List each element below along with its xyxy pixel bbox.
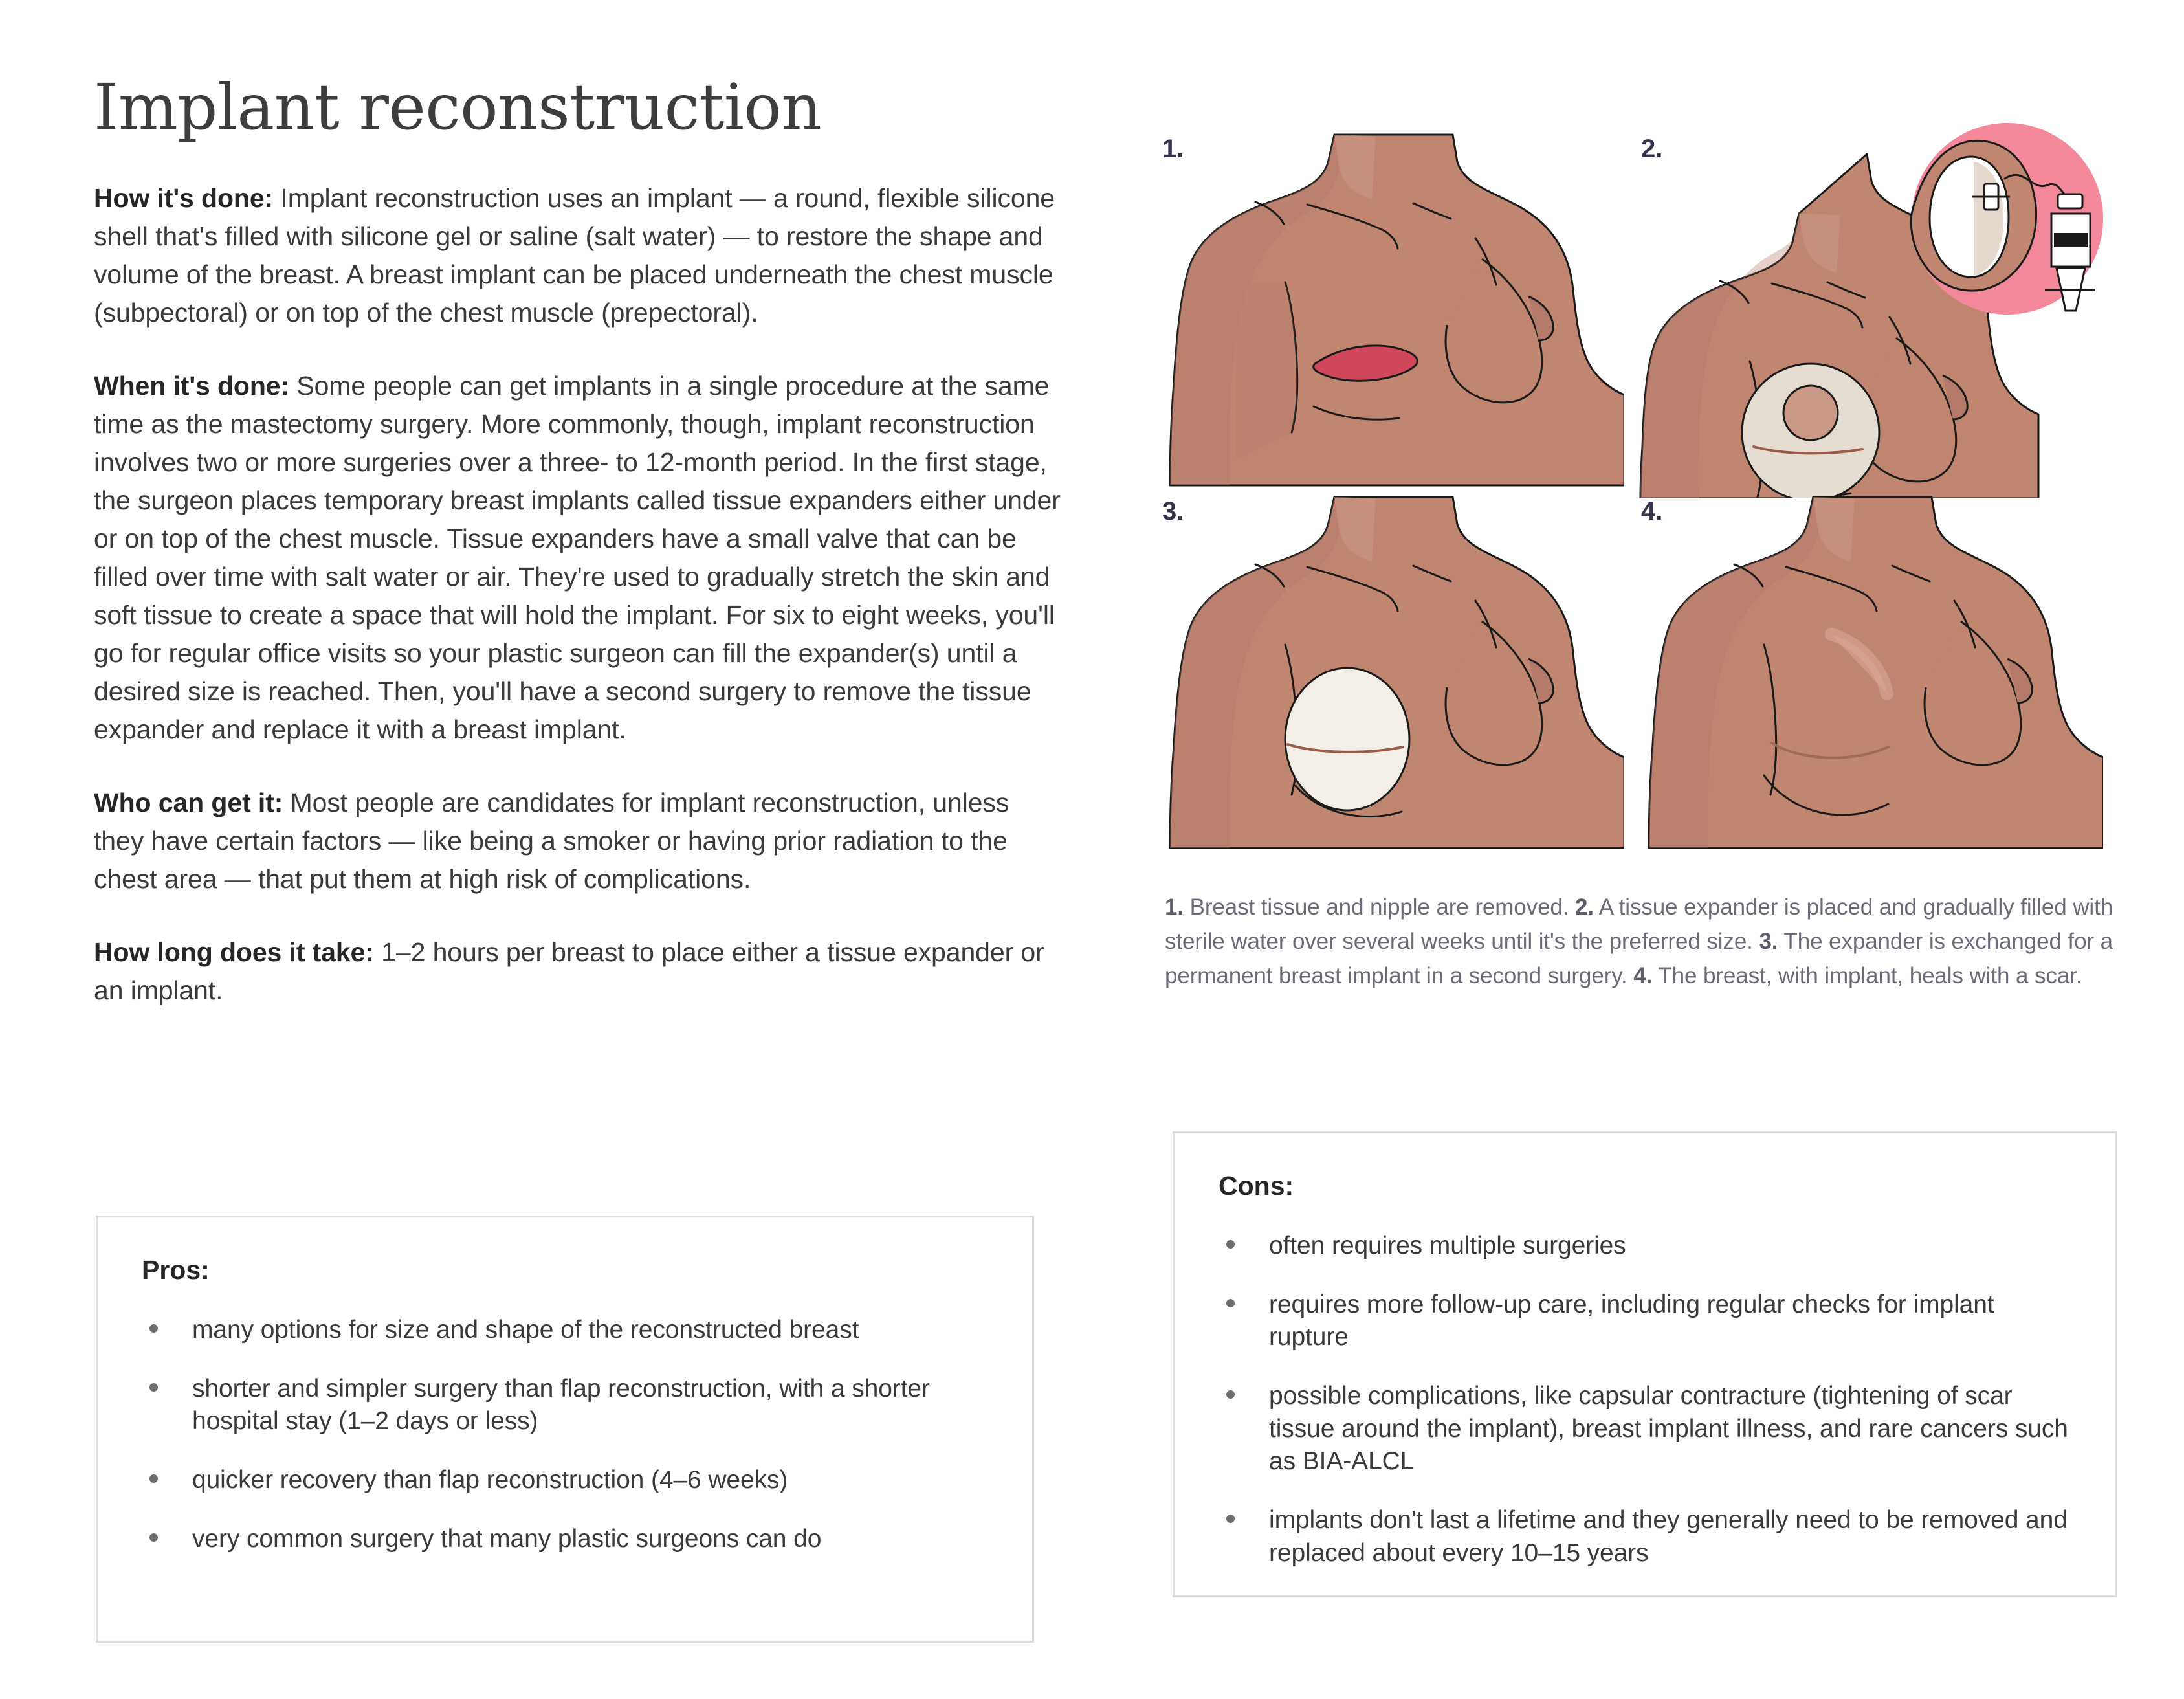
list-item <box>1219 1289 2074 1354</box>
list-item <box>142 1373 991 1438</box>
bullet-dot-icon <box>149 1383 158 1392</box>
list-item <box>1219 1504 2074 1570</box>
page-title: Implant reconstruction <box>94 71 822 144</box>
cons-list <box>1219 1230 2074 1570</box>
magnified-callout <box>1911 123 2103 315</box>
caption-text-3: The expander is exchanged for a permanent breast implant in a second surgery. <box>1165 929 2113 989</box>
pros-box <box>96 1216 1034 1643</box>
paragraph-heading-when-its-done: When it's done: <box>94 370 290 401</box>
cons-item-text: often requires multiple surgeries <box>1269 1232 1626 1260</box>
caption-text-1: Breast tissue and nipple are removed. <box>1184 894 1576 920</box>
list-item <box>142 1314 991 1347</box>
cons-item-text: possible complications, like capsular contracture (tightening of scar tissue around the implant), breast implant illness, and rare cancers such as BIA-ALCL <box>1269 1382 2068 1476</box>
panel-number-label: 3. <box>1162 497 1184 526</box>
torso-illustration-step4 <box>1637 485 2103 861</box>
paragraph-body-who-can-get-it: Most people are candidates for implant reconstruction, unless they have certain factors — like being a smoker or having prior radiation to the chest area — that put them at high risk of complications. <box>94 788 1009 894</box>
caption-text-4: The breast, with implant, heals with a scar. <box>1652 963 2082 989</box>
list-item <box>1219 1380 2074 1478</box>
cons-item-text: requires more follow-up care, including regular checks for implant rupture <box>1269 1290 1994 1351</box>
figure-panel-3 <box>1158 485 1624 861</box>
figure-panel-4 <box>1637 485 2103 861</box>
pros-item-text: quicker recovery than flap reconstruction (4–6 weeks) <box>192 1466 788 1494</box>
procedure-figure <box>1158 123 2129 932</box>
paragraph-body-when-its-done: Some people can get implants in a single procedure at the same time as the mastectomy surgery. More commonly, though, implant reconstruction involves two or more surgeries over a three- to 12-month period. In the first stage, the surgeon places temporary breast implants called tissue expanders either under or on top of the chest muscle. Tissue expanders have a small valve that can be filled over time with salt water or air. They're used to gradually stretch the skin and soft tissue to create a space that will hold the implant. For six to eight weeks, you'll go for regular office visits so your plastic surgeon can fill the expander(s) until a desired size is reached. Then, you'll have a second surgery to remove the tissue expander and replace it with a breast implant. <box>94 370 1061 745</box>
pros-item-text: shorter and simpler surgery than flap reconstruction, with a shorter hospital stay (1–2 days or less) <box>192 1374 930 1436</box>
pros-item-text: many options for size and shape of the reconstructed breast <box>192 1316 859 1344</box>
bullet-dot-icon <box>149 1324 158 1333</box>
bullet-dot-icon <box>149 1474 158 1483</box>
paragraph-who-can-get-it <box>94 784 1061 898</box>
figure-panel-1 <box>1158 123 1624 498</box>
paragraph-body-how-long: 1–2 hours per breast to place either a tissue expander or an implant. <box>94 937 1044 1006</box>
paragraph-heading-who-can-get-it: Who can get it: <box>94 788 283 818</box>
torso-illustration-step3 <box>1158 485 1624 861</box>
bullet-dot-icon <box>1226 1240 1235 1249</box>
caption-num-2: 2. <box>1575 894 1594 920</box>
bullet-dot-icon <box>1226 1299 1235 1307</box>
paragraph-heading-how-its-done: How it's done: <box>94 183 274 213</box>
caption-num-4: 4. <box>1633 963 1653 989</box>
paragraph-how-long <box>94 933 1061 1010</box>
bullet-dot-icon <box>149 1533 158 1542</box>
bullet-dot-icon <box>1226 1515 1235 1523</box>
panel-number-label: 1. <box>1162 135 1184 163</box>
cons-title: Cons: <box>1219 1171 1294 1201</box>
caption-num-3: 3. <box>1759 929 1778 955</box>
torso-illustration-step1 <box>1158 123 1624 498</box>
expander-port-shape <box>1783 386 1838 440</box>
cons-item-text: implants don't last a lifetime and they generally need to be removed and replaced about every 10–15 years <box>1269 1506 2068 1567</box>
bullet-dot-icon <box>1226 1390 1235 1399</box>
caption-text-2: A tissue expander is placed and gradually filled with sterile water over several weeks until it's the preferred size. <box>1165 894 2113 955</box>
list-item <box>142 1464 991 1497</box>
panel-number-label: 4. <box>1641 497 1663 526</box>
panel-number-label: 2. <box>1641 135 1663 163</box>
paragraph-how-its-done <box>94 179 1061 332</box>
list-item <box>1219 1230 2074 1263</box>
breast-implant-shape <box>1285 668 1409 810</box>
cons-box <box>1173 1131 2117 1597</box>
figure-panel-2 <box>1637 123 2103 498</box>
pros-title: Pros: <box>142 1255 210 1285</box>
paragraph-heading-how-long: How long does it take: <box>94 937 374 968</box>
paragraph-when-its-done <box>94 367 1061 749</box>
pros-list <box>142 1314 991 1555</box>
paragraph-body-how-its-done: Implant reconstruction uses an implant — a round, flexible silicone shell that's filled with silicone gel or saline (salt water) — to restore the shape and volume of the breast. A breast implant can be placed underneath the chest muscle (subpectoral) or on top of the chest muscle (prepectoral). <box>94 183 1055 328</box>
figure-caption <box>1165 890 2123 994</box>
list-item <box>142 1523 991 1556</box>
article-text-column <box>94 71 1061 1045</box>
torso-illustration-step2 <box>1637 123 2129 498</box>
caption-num-1: 1. <box>1165 894 1184 920</box>
pros-item-text: very common surgery that many plastic surgeons can do <box>192 1524 822 1553</box>
